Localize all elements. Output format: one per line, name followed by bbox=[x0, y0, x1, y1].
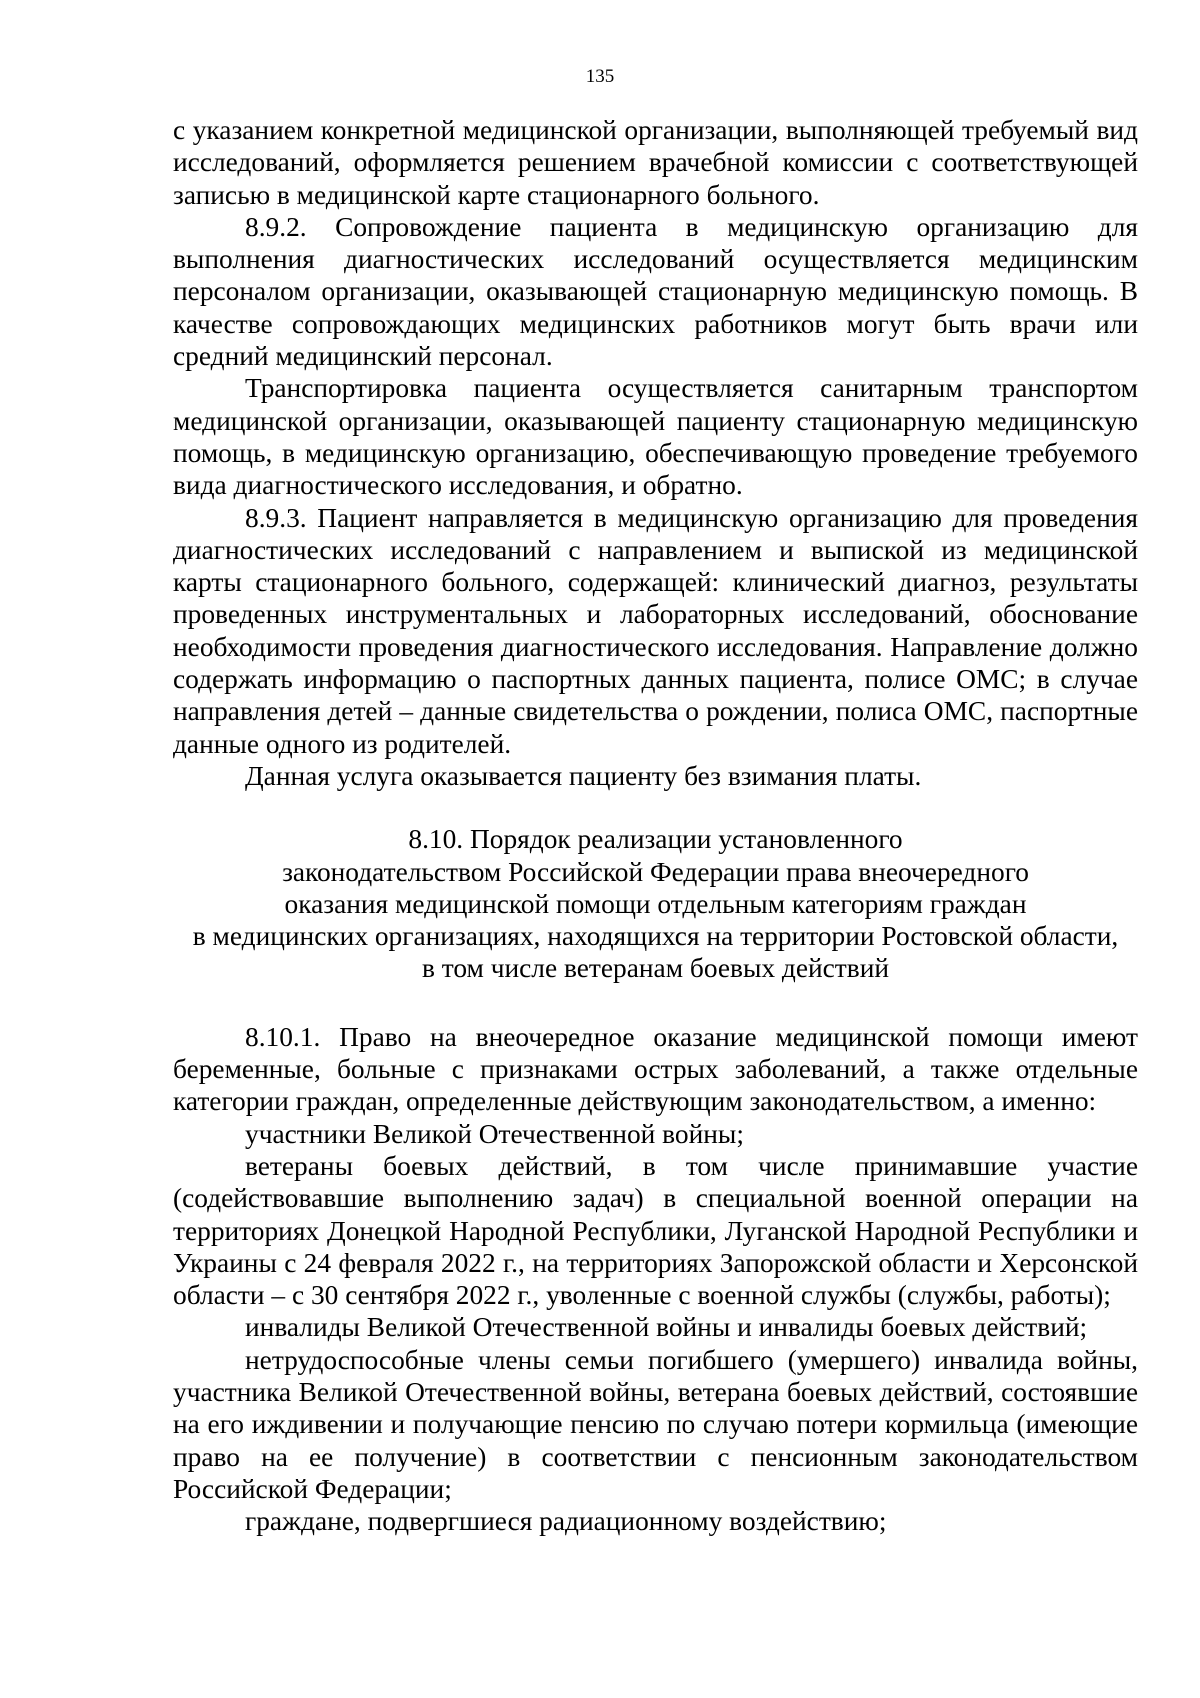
paragraph-8-9-2: 8.9.2. Сопровождение пациента в медицинскую организацию для выполнения диагностических исследований осуществляется медицинским персоналом организации, оказывающей стационарную медицинскую помощь. В качестве сопровождающих медицинских работников могут быть врачи или средний медицинский персонал. bbox=[173, 211, 1138, 372]
heading-line: оказания медицинской помощи отдельным категориям граждан bbox=[284, 888, 1027, 919]
section-heading-8-10 bbox=[173, 823, 1138, 984]
list-item-combat-veterans: ветераны боевых действий, в том числе принимавшие участие (содействовавшие выполнению задач) в специальной военной операции на территориях Донецкой Народной Республики, Луганской Народной Республики и Украины с 24 февраля 2022 г., на территориях Запорожской области и Херсонской области – с 30 сентября 2022 г., уволенные с военной службы (службы, работы); bbox=[173, 1150, 1138, 1311]
paragraph-8-10-1: 8.10.1. Право на внеочередное оказание медицинской помощи имеют беременные, больные с признаками острых заболеваний, а также отдельные категории граждан, определенные действующим законодательством, а именно: bbox=[173, 1021, 1138, 1117]
list-item-wwii-participants: участники Великой Отечественной войны; bbox=[245, 1118, 744, 1149]
paragraph-8-9-3: 8.9.3. Пациент направляется в медицинскую организацию для проведения диагностических исследований с направлением и выпиской из медицинской карты стационарного больного, содержащей: клинический диагноз, результаты проведенных инструментальных и лабораторных исследований, обоснование необходимости проведения диагностического исследования. Направление должно содержать информацию о паспортных данных пациента, полисе ОМС; в случае направления детей – данные свидетельства о рождении, полиса ОМС, паспортные данные одного из родителей. bbox=[173, 502, 1138, 759]
heading-line: в том числе ветеранам боевых действий bbox=[421, 953, 890, 984]
heading-line: в медицинских организациях, находящихся на территории Ростовской области, bbox=[192, 921, 1119, 952]
list-item-family-members: нетрудоспособные члены семьи погибшего (умершего) инвалида войны, участника Великой Отечественной войны, ветерана боевых действий, состоявшие на его иждивении и получающие пенсию по случаю потери кормильца (имеющие право на ее получение) в соответствии с пенсионным законодательством Российской Федерации; bbox=[173, 1344, 1138, 1504]
list-item-disabled-veterans: инвалиды Великой Отечественной войны и инвалиды боевых действий; bbox=[245, 1312, 1088, 1343]
paragraph-continuation: с указанием конкретной медицинской организации, выполняющей требуемый вид исследований, оформляется решением врачебной комиссии с соответствующей записью в медицинской карте стационарного больного. bbox=[173, 115, 1138, 210]
list-item-radiation-victims: граждане, подвергшиеся радиационному воздействию; bbox=[245, 1506, 887, 1537]
paragraph-transport: Транспортировка пациента осуществляется санитарным транспортом медицинской организации, оказывающей пациенту стационарную медицинскую помощь, в медицинскую организацию, обеспечивающую проведение требуемого вида диагностического исследования, и обратно. bbox=[173, 373, 1138, 501]
heading-line: 8.10. Порядок реализации установленного bbox=[408, 824, 903, 855]
heading-line: законодательством Российской Федерации права внеочередного bbox=[282, 856, 1029, 887]
document-body bbox=[173, 114, 1138, 1537]
page-number: 135 bbox=[585, 66, 615, 87]
spacer bbox=[173, 985, 1138, 1021]
spacer bbox=[173, 792, 1138, 823]
paragraph-free-service: Данная услуга оказывается пациенту без взимания платы. bbox=[245, 760, 922, 791]
